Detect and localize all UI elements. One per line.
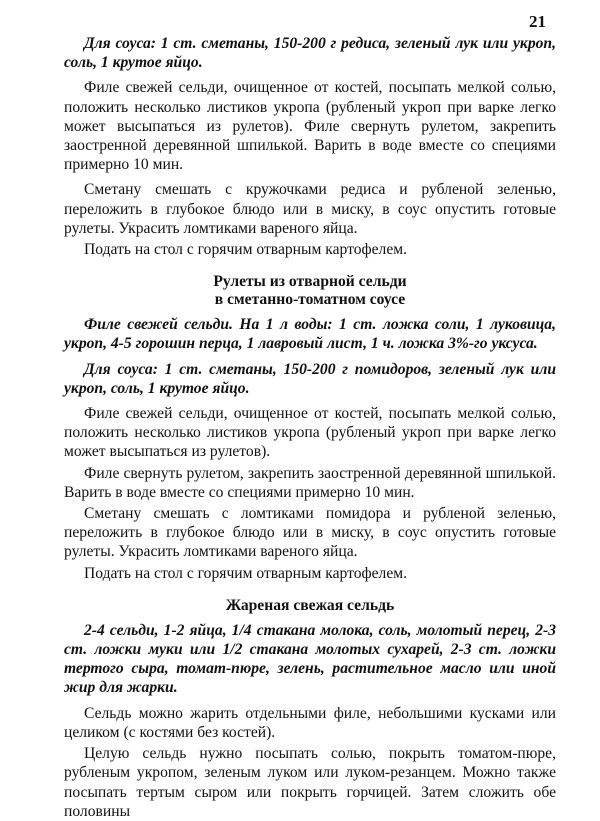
sauce-ingredients-2: Для соуса: 1 ст. сметаны, 150-200 г помидоров, зеленый лук или укроп, соль, 1 крутое яйцо. [64,360,556,397]
paragraph: Сметану смешать с кружочками редиса и рубленой зеленью, переложить в глубокое блюдо или в миску, в соус опустить готовые рулеты. Украсить ломтиками вареного яйца. [64,181,556,237]
paragraph: Подать на стол с горячим отварным картофелем. [84,564,408,582]
ingredients-list: 2-4 сельди, 1-2 яйца, 1/4 стакана молока, соль, молотый перец, 2-3 ст. ложки муки или 1/2 стакана молотых сухарей, 2-3 ст. ложки тертого сыра, томат-пюре, зелень, растительное масло или иной жир для жарки. [64,621,556,697]
paragraph: Целую сельдь нужно посыпать солью, покрыть томатом-пюре, рубленым укропом, зеленым луком или луком-резанцем. Можно также посыпать тертым сыром или покрыть горчицей. Затем сложить обе половины [64,745,556,820]
paragraph: Филе свернуть рулетом, закрепить заостренной деревянной шпилькой. Варить в воде вместе со специями примерно 10 мин. [64,464,556,501]
paragraph: Филе свежей сельди, очищенное от костей, посыпать мелкой солью, положить несколько листиков укропа (рубленый укроп при варке легко может высыпаться из рулетов). [64,405,556,461]
paragraph: Сметану смешать с ломтиками помидора и рубленой зеленью, переложить в глубокое блюдо или в миску, в соус опустить готовые рулеты. Украсить ломтиками вареного яйца. [64,505,556,561]
paragraph: Подать на стол с горячим отварным картофелем. [84,241,408,259]
paragraph: Филе свежей сельди, очищенное от костей, посыпать мелкой солью, положить несколько листиков укропа (рубленый укроп при варке легко может высыпаться из рулетов). Филе свернуть рулетом, закрепить заостренной деревянной шпилькой. Варить в воде вместе со специями примерно 10 мин. [64,79,556,174]
recipe-title-rolls-sour-cream-tomato [64,273,556,309]
page-number: 21 [529,12,546,31]
sauce-ingredients-1: Для соуса: 1 ст. сметаны, 150-200 г редиса, зеленый лук или укроп, соль, 1 крутое яйцо. [64,35,556,72]
recipe-title-line: в сметанно-томатном соусе [214,291,406,309]
paragraph: Сельдь можно жарить отдельными филе, небольшими кусками или целиком (с костями без костей). [64,704,556,741]
ingredients-list: Филе свежей сельди. На 1 л воды: 1 ст. ложка соли, 1 луковица, укроп, 4-5 горошин перца, 1 лавровый лист, 1 ч. ложка 3%-го уксуса. [64,316,556,353]
recipe-title-line: Рулеты из отварной сельди [213,273,407,291]
recipe-title-fried-herring [64,597,556,615]
recipe-title-line: Жареная свежая сельдь [225,596,395,614]
